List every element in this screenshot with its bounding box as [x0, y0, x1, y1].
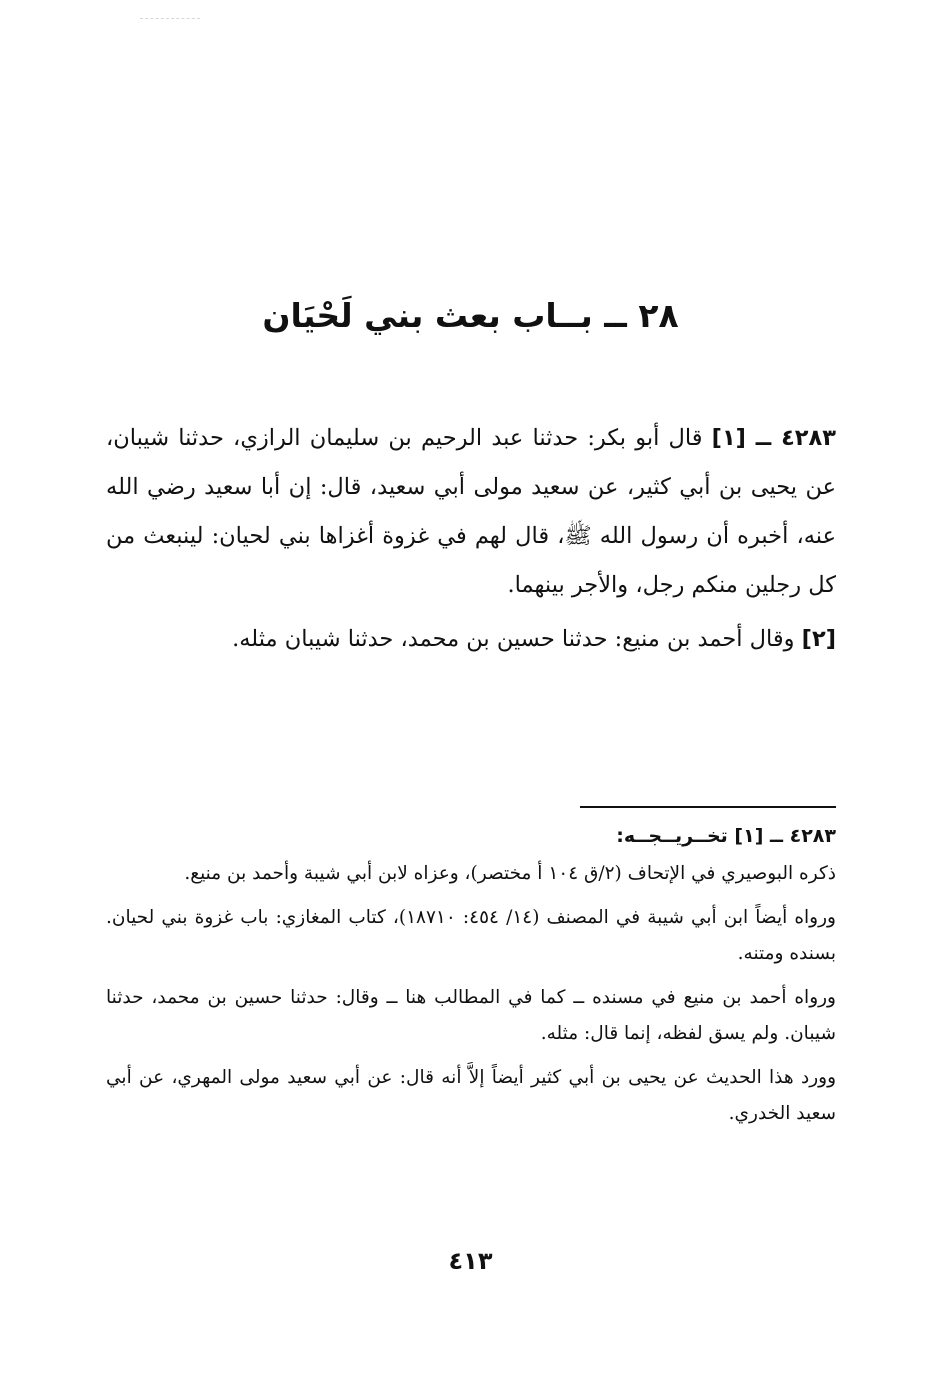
narration-number: [٢]	[801, 626, 836, 652]
hadith-number: ٤٢٨٣ ــ [١]	[711, 425, 836, 451]
page-number: ٤١٣	[448, 1247, 493, 1275]
hadith-body	[106, 414, 836, 664]
takhrij-note: ورواه أحمد بن منيع في مسنده ــ كما في المطالب هنا ــ وقال: حدثنا حسين بن محمد، حدثنا شيبان. ولم يسق لفظه، إنما قال: مثله.	[106, 987, 836, 1044]
footnote-separator	[580, 806, 836, 808]
hadith-paragraph-1	[106, 414, 836, 610]
hadith-paragraph-2-text: وقال أحمد بن منيع: حدثنا حسين بن محمد، حدثنا شيبان مثله.	[232, 626, 802, 652]
takhrij-note: ورواه أيضاً ابن أبي شيبة في المصنف (١٤/ ٤٥٤: ١٨٧١٠)، كتاب المغازي: باب غزوة بني لحيان. بسنده ومتنه.	[106, 907, 836, 964]
chapter-title: ٢٨ ــ بــاب بعث بني لَحْيَان	[262, 296, 679, 335]
takhrij-notes	[106, 818, 836, 1140]
scan-artifact	[140, 18, 200, 21]
takhrij-heading: ٤٢٨٣ ــ [١] تخــريــجــه:	[616, 825, 836, 847]
hadith-paragraph-1-text: قال أبو بكر: حدثنا عبد الرحيم بن سليمان الرازي، حدثنا شيبان، عن يحيى بن أبي كثير، عن سعيد مولى أبي سعيد، قال: إن أبا سعيد رضي الله عنه، أخبره أن رسول الله ﷺ، قال لهم في غزوة أغزاها بني لحيان: لينبعث من كل رجلين منكم رجل، والأجر بينهما.	[106, 425, 836, 598]
hadith-paragraph-2	[106, 615, 836, 664]
takhrij-note: وورد هذا الحديث عن يحيى بن أبي كثير أيضاً إلاَّ أنه قال: عن أبي سعيد مولى المهري، عن أبي سعيد الخدري.	[106, 1067, 837, 1124]
takhrij-note: ذكره البوصيري في الإتحاف (٢/ق ١٠٤ أ مختصر)، وعزاه لابن أبي شيبة وأحمد بن منيع.	[184, 863, 836, 884]
